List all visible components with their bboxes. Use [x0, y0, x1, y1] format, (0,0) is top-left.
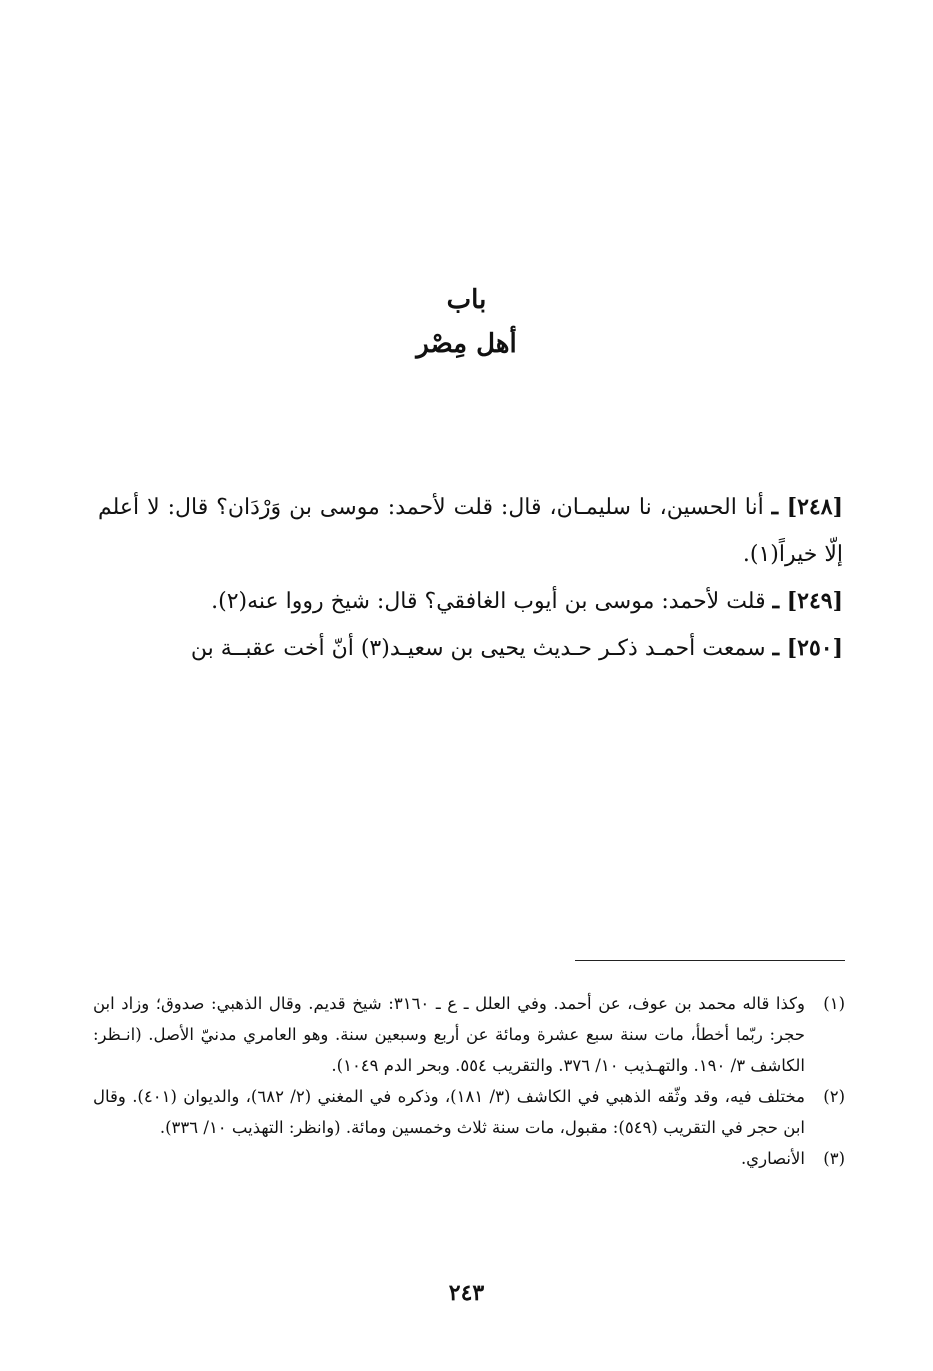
paragraph-248 — [98, 484, 843, 578]
paragraph-249 — [98, 578, 843, 625]
paragraph-number: [٢٤٨] ـ — [771, 494, 843, 520]
page-number: ٢٤٣ — [448, 1280, 485, 1306]
footnote-divider — [575, 960, 845, 961]
footnote-mark: (١) — [823, 994, 845, 1013]
paragraph-number: [٢٤٩] ـ — [772, 588, 843, 614]
footnote-1 — [93, 988, 845, 1081]
paragraph-250 — [98, 625, 843, 672]
footnote-text: مختلف فيه، وقد وثّقه الذهبي في الكاشف (٣/ ١٨١)، وذكره في المغني (٢/ ٦٨٢)، والديوان (٤٠١). وقال ابن حجر في التقريب (٥٤٩): مقبول، مات سنة ثلاث وخمسين ومائة. (وانظر: التهذيب ١٠/ ٣٣٦). — [93, 1087, 805, 1137]
chapter-heading-line-2: أهل مِصْر — [416, 329, 517, 359]
footnote-2 — [93, 1081, 845, 1143]
footnote-text: الأنصاري. — [740, 1149, 805, 1168]
chapter-heading-line-1: باب — [446, 285, 487, 315]
footnote-mark: (٣) — [823, 1149, 845, 1168]
paragraph-text: سمعت أحمـد ذكـر حـديث يحيى بن سعيـد(٣) أنّ أخت عقبــة بن — [190, 636, 773, 661]
footnote-mark: (٢) — [823, 1087, 845, 1106]
paragraph-number: [٢٥٠] ـ — [772, 635, 843, 661]
footnote-text: وكذا قاله محمد بن عوف، عن أحمد. وفي العلل ـ ع ـ ٣١٦٠: شيخ قديم. وقال الذهبي: صدوق؛ وزاد ابن حجر: ربّما أخطأ، مات سنة سبع عشرة ومائة عن أربع وسبعين سنة. وهو العامري مدنيّ الأصل. (انـظر: الكاشف ٣/ ١٩٠. والتهـذيب ١٠/ ٣٧٦. والتقريب ٥٥٤. وبحر الدم ١٠٤٩). — [93, 994, 805, 1075]
paragraph-text: قلت لأحمد: موسى بن أيوب الغافقي؟ قال: شيخ رووا عنه(٢). — [211, 589, 773, 614]
footnotes — [93, 988, 845, 1174]
main-text — [98, 484, 843, 672]
footnote-3 — [93, 1143, 845, 1174]
paragraph-text: أنا الحسين، نا سليمـان، قال: قلت لأحمد: موسى بن وَرْدَان؟ قال: لا أعلم إلّا خيراً(١). — [98, 495, 843, 567]
chapter-heading — [0, 278, 933, 366]
